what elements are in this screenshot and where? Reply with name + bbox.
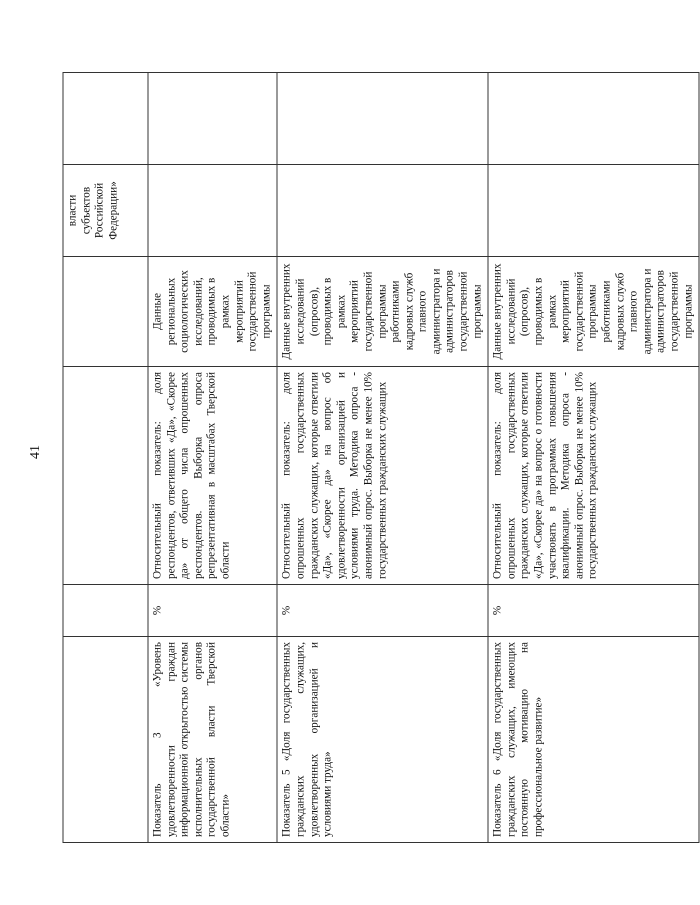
cell-source xyxy=(63,257,148,367)
indicators-table xyxy=(63,72,700,843)
table-row xyxy=(148,73,277,843)
cell-extra xyxy=(488,73,699,165)
page-number: 41 xyxy=(28,445,43,459)
cell-source: Данные внутренних исследований (опросов), проводимых в рамках мероприятий государственной программы работниками кадровых служб главного администратора и администраторов государственной программы xyxy=(488,257,699,367)
cell-method: Относительный показатель: доля опрошенных государственных гражданских служащих, которые ответили «Да», «Скорее да» на вопрос об удовлетворенности организацией и условиями труда. Методика опроса - анонимный опрос. Выборка не менее 10% государственных гражданских служащих xyxy=(277,367,488,585)
cell-unit: % xyxy=(277,585,488,637)
table-row-continuation xyxy=(63,73,148,843)
cell-extra xyxy=(277,73,488,165)
cell-unit: % xyxy=(148,585,277,637)
cell-extra xyxy=(63,73,148,165)
cell-source: Данные региональных социологических исследований, проводимых в рамках мероприятий государственной программы xyxy=(148,257,277,367)
cell-responsible xyxy=(488,165,699,257)
cell-extra xyxy=(148,73,277,165)
cell-method xyxy=(63,367,148,585)
cell-responsible: власти субъектов Российской Федерации» xyxy=(63,165,148,257)
cell-method: Относительный показатель: доля опрошенных государственных гражданских служащих, которые ответили «Да», «Скорее да» на вопрос о готовности участвовать в программах повышения квалификации. Методика опроса - анонимный опрос. Выборка не менее 10% государственных гражданских служащих xyxy=(488,367,699,585)
cell-responsible xyxy=(148,165,277,257)
cell-unit xyxy=(63,585,148,637)
cell-indicator: Показатель 6 «Доля государственных гражданских служащих, имеющих постоянную мотивацию на профессиональное развитие» xyxy=(488,637,699,843)
table-row xyxy=(277,73,488,843)
cell-indicator xyxy=(63,637,148,843)
cell-source: Данные внутренних исследований (опросов), проводимых в рамках мероприятий государственной программы работниками кадровых служб главного администратора и администраторов государственной программы xyxy=(277,257,488,367)
cell-indicator: Показатель 3 «Уровень удовлетворенности граждан информационной открытостью системы исполнительных органов государственной власти Тверской области» xyxy=(148,637,277,843)
cell-method: Относительный показатель: доля респондентов, ответивших «Да», «Скорее да» от общего числа опрошенных респондентов. Выборка опроса репрезентативная в масштабах Тверской области xyxy=(148,367,277,585)
cell-indicator: Показатель 5 «Доля государственных гражданских служащих, удовлетворенных организацией и условиями труда» xyxy=(277,637,488,843)
cell-unit: % xyxy=(488,585,699,637)
cell-responsible xyxy=(277,165,488,257)
table-row xyxy=(488,73,699,843)
document-table-rotated xyxy=(63,73,695,843)
